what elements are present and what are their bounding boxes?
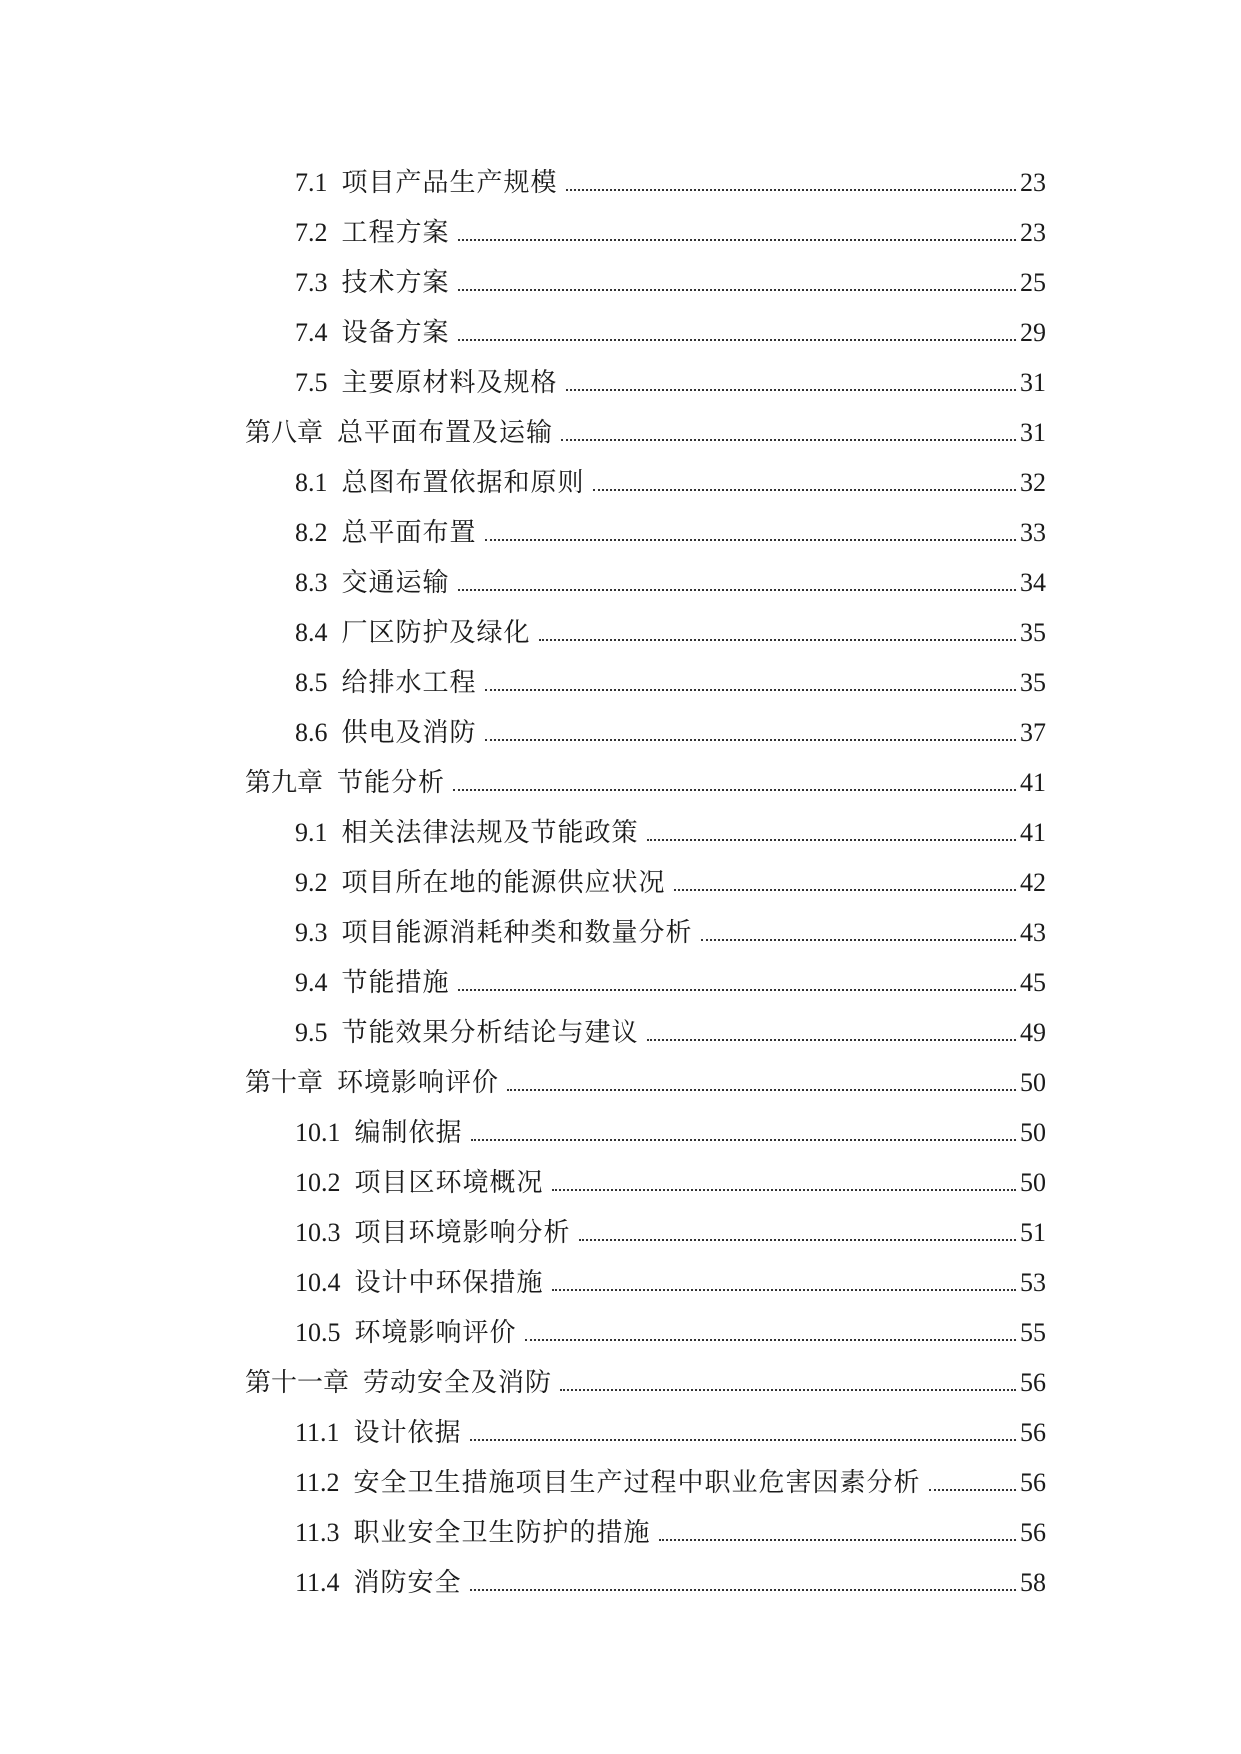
entry-title: 安全卫生措施项目生产过程中职业危害因素分析	[353, 1468, 921, 1498]
dot-leader	[561, 418, 1016, 448]
toc-entry[interactable]	[295, 1158, 1046, 1198]
entry-number: 8.3	[295, 568, 328, 597]
toc-entry[interactable]	[295, 258, 1046, 298]
entry-title: 节能效果分析结论与建议	[341, 1018, 639, 1048]
entry-page-number: 50	[1020, 1118, 1046, 1147]
dot-leader	[593, 468, 1016, 498]
toc-entry[interactable]	[295, 1208, 1046, 1248]
entry-number: 8.5	[295, 668, 328, 697]
entry-title: 总图布置依据和原则	[341, 468, 585, 498]
entry-page-number: 29	[1020, 318, 1046, 347]
dot-leader	[579, 1218, 1016, 1248]
entry-page-number: 31	[1020, 418, 1046, 447]
dot-leader	[566, 168, 1016, 198]
entry-number: 第八章	[245, 418, 324, 447]
entry-page-number: 56	[1020, 1468, 1046, 1497]
toc-entry[interactable]	[295, 908, 1046, 948]
entry-title: 节能措施	[341, 968, 450, 998]
entry-title: 设计依据	[353, 1418, 462, 1448]
entry-page-number: 50	[1020, 1168, 1046, 1197]
entry-page-number: 49	[1020, 1018, 1046, 1047]
toc-entry[interactable]	[295, 608, 1046, 648]
entry-number: 9.3	[295, 918, 328, 947]
entry-title: 环境影响评价	[354, 1318, 517, 1348]
entry-number: 8.1	[295, 468, 328, 497]
toc-entry[interactable]	[295, 1558, 1046, 1598]
entry-number: 11.4	[295, 1568, 340, 1597]
dot-leader	[458, 268, 1016, 298]
entry-number: 9.5	[295, 1018, 328, 1047]
entry-page-number: 41	[1020, 768, 1046, 797]
entry-page-number: 34	[1020, 568, 1046, 597]
entry-number: 11.2	[295, 1468, 340, 1497]
entry-page-number: 33	[1020, 518, 1046, 547]
dot-leader	[525, 1318, 1016, 1348]
entry-page-number: 35	[1020, 618, 1046, 647]
entry-page-number: 56	[1020, 1368, 1046, 1397]
entry-title: 节能分析	[337, 768, 446, 798]
entry-number: 7.2	[295, 218, 328, 247]
entry-number: 7.4	[295, 318, 328, 347]
entry-title: 给排水工程	[341, 668, 477, 698]
dot-leader	[674, 868, 1016, 898]
toc-entry[interactable]	[295, 458, 1046, 498]
entry-page-number: 37	[1020, 718, 1046, 747]
entry-page-number: 51	[1020, 1218, 1046, 1247]
toc-entry[interactable]	[295, 1408, 1046, 1448]
entry-title: 工程方案	[341, 218, 450, 248]
entry-number: 10.2	[295, 1168, 341, 1197]
entry-number: 8.2	[295, 518, 328, 547]
dot-leader	[453, 768, 1016, 798]
entry-title: 项目区环境概况	[354, 1168, 544, 1198]
toc-entry[interactable]	[295, 508, 1046, 548]
dot-leader	[647, 1018, 1016, 1048]
dot-leader	[560, 1368, 1016, 1398]
entry-number: 11.3	[295, 1518, 340, 1547]
toc-entry[interactable]	[295, 808, 1046, 848]
dot-leader	[507, 1068, 1016, 1098]
dot-leader	[566, 368, 1016, 398]
dot-leader	[659, 1518, 1016, 1548]
toc-entry[interactable]	[295, 158, 1046, 198]
dot-leader	[458, 568, 1016, 598]
toc-entry[interactable]	[295, 1308, 1046, 1348]
entry-number: 10.5	[295, 1318, 341, 1347]
entry-page-number: 56	[1020, 1518, 1046, 1547]
dot-leader	[539, 618, 1016, 648]
entry-number: 9.1	[295, 818, 328, 847]
dot-leader	[458, 218, 1016, 248]
toc-entry[interactable]	[295, 1508, 1046, 1548]
entry-title: 职业安全卫生防护的措施	[353, 1518, 651, 1548]
entry-number: 第九章	[245, 768, 324, 797]
entry-title: 劳动安全及消防	[363, 1368, 553, 1398]
entry-number: 10.1	[295, 1118, 341, 1147]
entry-title: 设备方案	[341, 318, 450, 348]
dot-leader	[470, 1418, 1016, 1448]
entry-title: 项目能源消耗种类和数量分析	[341, 918, 693, 948]
entry-page-number: 58	[1020, 1568, 1046, 1597]
entry-page-number: 45	[1020, 968, 1046, 997]
toc-entry[interactable]	[295, 208, 1046, 248]
toc-entry[interactable]	[295, 658, 1046, 698]
entry-page-number: 42	[1020, 868, 1046, 897]
dot-leader	[485, 518, 1016, 548]
entry-title: 总平面布置	[341, 518, 477, 548]
entry-title: 技术方案	[341, 268, 450, 298]
entry-title: 消防安全	[353, 1568, 462, 1598]
entry-number: 8.4	[295, 618, 328, 647]
entry-title: 厂区防护及绿化	[341, 618, 531, 648]
entry-number: 第十一章	[245, 1368, 350, 1397]
entry-title: 总平面布置及运输	[337, 418, 554, 448]
entry-page-number: 56	[1020, 1418, 1046, 1447]
entry-page-number: 25	[1020, 268, 1046, 297]
entry-title: 编制依据	[354, 1118, 463, 1148]
toc-entry[interactable]	[295, 1458, 1046, 1498]
entry-page-number: 55	[1020, 1318, 1046, 1347]
dot-leader	[470, 1568, 1016, 1598]
entry-number: 7.5	[295, 368, 328, 397]
entry-page-number: 53	[1020, 1268, 1046, 1297]
dot-leader	[471, 1118, 1016, 1148]
toc-entry[interactable]	[295, 558, 1046, 598]
entry-title: 交通运输	[341, 568, 450, 598]
entry-page-number: 41	[1020, 818, 1046, 847]
entry-title: 项目产品生产规模	[341, 168, 558, 198]
entry-title: 供电及消防	[341, 718, 477, 748]
entry-page-number: 31	[1020, 368, 1046, 397]
toc-entry-chapter[interactable]	[245, 408, 1046, 448]
entry-number: 10.3	[295, 1218, 341, 1247]
toc-entry-chapter[interactable]	[245, 1358, 1046, 1398]
entry-page-number: 32	[1020, 468, 1046, 497]
dot-leader	[458, 318, 1016, 348]
dot-leader	[647, 818, 1016, 848]
dot-leader	[552, 1268, 1016, 1298]
dot-leader	[485, 668, 1016, 698]
dot-leader	[485, 718, 1016, 748]
entry-page-number: 23	[1020, 218, 1046, 247]
entry-title: 相关法律法规及节能政策	[341, 818, 639, 848]
entry-title: 项目所在地的能源供应状况	[341, 868, 666, 898]
entry-number: 11.1	[295, 1418, 340, 1447]
entry-number: 10.4	[295, 1268, 341, 1297]
toc-entry[interactable]	[295, 958, 1046, 998]
dot-leader	[458, 968, 1016, 998]
toc-entry[interactable]	[295, 1008, 1046, 1048]
toc-entry[interactable]	[295, 858, 1046, 898]
dot-leader	[701, 918, 1016, 948]
entry-number: 7.3	[295, 268, 328, 297]
entry-title: 项目环境影响分析	[354, 1218, 571, 1248]
toc-entry-chapter[interactable]	[245, 1058, 1046, 1098]
entry-number: 第十章	[245, 1068, 324, 1097]
entry-number: 8.6	[295, 718, 328, 747]
entry-number: 9.2	[295, 868, 328, 897]
entry-page-number: 50	[1020, 1068, 1046, 1097]
dot-leader	[929, 1468, 1016, 1498]
toc-entry-chapter[interactable]	[245, 758, 1046, 798]
toc-entry[interactable]	[295, 358, 1046, 398]
entry-title: 主要原材料及规格	[341, 368, 558, 398]
toc-entry[interactable]	[295, 1108, 1046, 1148]
entry-number: 7.1	[295, 168, 328, 197]
entry-page-number: 35	[1020, 668, 1046, 697]
dot-leader	[552, 1168, 1016, 1198]
entry-title: 设计中环保措施	[354, 1268, 544, 1298]
entry-number: 9.4	[295, 968, 328, 997]
toc-entry[interactable]	[295, 1258, 1046, 1298]
toc-entry[interactable]	[295, 308, 1046, 348]
entry-page-number: 23	[1020, 168, 1046, 197]
entry-page-number: 43	[1020, 918, 1046, 947]
entry-title: 环境影响评价	[337, 1068, 500, 1098]
toc-entry[interactable]	[295, 708, 1046, 748]
